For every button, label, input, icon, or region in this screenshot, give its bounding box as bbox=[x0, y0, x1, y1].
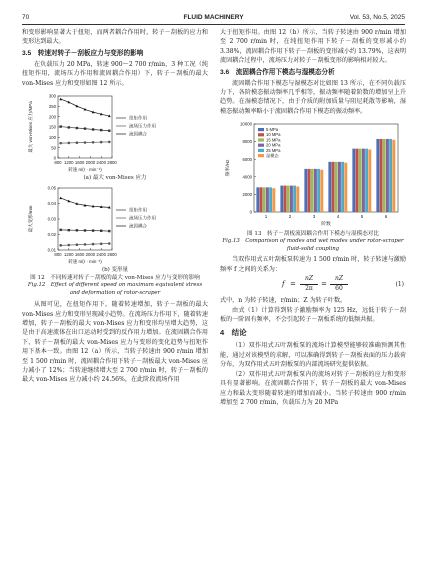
data-point bbox=[59, 142, 62, 145]
bar bbox=[260, 188, 263, 213]
bar bbox=[317, 169, 320, 212]
y-tick-label: 300 bbox=[48, 93, 56, 99]
bar bbox=[290, 186, 293, 212]
bar bbox=[272, 188, 275, 212]
x-tick-label: 2 bbox=[288, 214, 292, 220]
bar bbox=[314, 169, 317, 212]
series-line bbox=[61, 99, 110, 116]
figure-caption-cn: 图 12 不同转速对转子－刮板的最大 von-Mises 应力与变形的影响 bbox=[30, 275, 200, 282]
data-point bbox=[84, 141, 87, 144]
bar bbox=[362, 149, 365, 212]
x-tick-label: 1200 bbox=[64, 252, 74, 258]
paragraph: 在负载压力 20 MPa，转速 900～2 700 r/min，3 种工况（纯扭矩作用，流场压力作用和流固耦合作用）下，转子－刮板的最大 von-Mises 应力和变形如图 12 所示。 bbox=[22, 60, 208, 87]
chart-deformation bbox=[22, 182, 208, 266]
bar bbox=[266, 188, 269, 213]
bar bbox=[338, 162, 341, 212]
bar bbox=[344, 163, 347, 212]
legend-swatch bbox=[258, 128, 264, 131]
data-point bbox=[68, 142, 71, 145]
data-point bbox=[100, 230, 102, 232]
data-point bbox=[108, 242, 111, 245]
data-point bbox=[68, 244, 71, 247]
legend-swatch bbox=[258, 144, 264, 147]
x-tick-label: 3 bbox=[312, 214, 316, 220]
data-point bbox=[59, 197, 62, 200]
y-tick-label: 0.02 bbox=[47, 232, 56, 238]
bar bbox=[356, 149, 359, 212]
bar bbox=[287, 186, 290, 212]
bar bbox=[392, 140, 395, 212]
bar bbox=[263, 188, 266, 213]
x-tick-label: 2000 bbox=[85, 160, 96, 166]
x-tick-label: 2800 bbox=[107, 252, 117, 258]
x-axis-label: 阶数 bbox=[321, 222, 331, 228]
data-point bbox=[92, 243, 95, 246]
bar bbox=[341, 162, 344, 212]
bar bbox=[256, 188, 259, 213]
bar bbox=[365, 149, 368, 212]
x-tick-label: 2800 bbox=[107, 160, 117, 166]
y-tick-label: 50 bbox=[51, 145, 56, 151]
x-axis-label: 转速 n/(r · min⁻¹) bbox=[68, 167, 102, 173]
y-tick-label: 0.05 bbox=[47, 185, 56, 191]
data-point bbox=[84, 229, 86, 231]
bar bbox=[320, 170, 323, 212]
legend-label: 25 MPa bbox=[266, 148, 281, 154]
section-heading: 3.6 流固耦合作用下模态与湿模态分析 bbox=[220, 68, 335, 76]
data-point bbox=[60, 125, 62, 127]
journal-name: FLUID MACHINERY bbox=[183, 14, 244, 21]
y-axis-label: 最大 von-Mises 应力/MPa bbox=[28, 101, 33, 153]
page-number: 70 bbox=[22, 14, 30, 21]
x-tick-label: 6 bbox=[384, 214, 388, 220]
x-tick-label: 2400 bbox=[96, 252, 106, 258]
paragraph: 大于扭矩作用。由图 12（b）所示，当转子转速由 900 r/min 增加至 2 700 r/min 时，在纯扭矩作用下转子－刮板的变形减小约 3.38%，流固耦合作用下转子－刮板的变形减小约 13.79%，这表明流固耦合过程中，流场压力对转子－刮板变形的影响相对较大。 bbox=[220, 29, 406, 65]
legend-label: 流场压力作用 bbox=[129, 215, 156, 221]
plot-frame bbox=[58, 188, 112, 250]
section-heading: 3.5 转速对转子－刮板应力与变形的影响 bbox=[22, 49, 144, 57]
y-tick-label: 0.04 bbox=[47, 201, 56, 207]
x-axis-label: 转速 n/(r · min⁻¹) bbox=[68, 259, 102, 265]
legend-swatch bbox=[258, 154, 264, 157]
y-tick-label: 0.01 bbox=[47, 247, 56, 253]
bar bbox=[293, 186, 296, 212]
x-tick-label: 4 bbox=[336, 214, 340, 220]
running-header bbox=[22, 14, 405, 25]
x-tick-label: 1200 bbox=[64, 160, 74, 166]
left-column bbox=[22, 28, 208, 385]
data-point bbox=[108, 130, 110, 132]
bar bbox=[368, 150, 371, 212]
paragraph: 由式（1）计算得到转子激励频率为 125 Hz，远低于转子－刮板的一阶固有频率，不会引起转子－刮板系统的低频共振。 bbox=[220, 306, 406, 324]
paragraph: （1）双作用式五叶刮板泵的流场计算模型能够较准确预测其性能，通过对该模型的求解，可以准确得到转子－刮板表面的压力载荷分布，为双作用式五叶刮板泵的内部流场研究提供依据。 bbox=[220, 342, 406, 369]
subcaption-b: (b) 变形量 bbox=[101, 267, 129, 274]
bar bbox=[280, 186, 283, 212]
volume-info: Vol. 53, No.5, 2025 bbox=[349, 14, 405, 21]
paragraph: （2）双作用式五叶刮板泵内的流场对转子－刮板的应力和变形具有显著影响。在流固耦合作用下，转子－刮板的最大 von-Mises 应力和最大变形随着转速的增加而减小。当转子转速由 900 r/min 增加至 2 700 r/min，负载压力为 20 MPa bbox=[220, 370, 406, 406]
paragraph: 从图可见，在扭矩作用下，随着转速增加，转子－刮板的最大 von-Mises 应力和变形呈现减小趋势。在流场压力作用下，随着转速增加，转子－刮板的最大 von-Mises 应力和变形均呈增大趋势，这是由于高速流体在出口运动时受到的反作用力增加。在流固耦合作用下，转子－刮板的最大 von-Mises 应力与变形的变化趋势与扭矩作用下基本一致。由图 12（a）所示，当转子转速由 900 r/min 增加至 1 500 r/min 时，流固耦合作用下转子－刮板最大 von-Mises 应力减小了 12%；当转速继续增大至 2 700 r/min 时，转子－刮板的最大 von-Mises 应力减小约 24.56%，在此阶段流场作用 bbox=[22, 301, 208, 384]
x-tick-label: 1 bbox=[264, 214, 268, 220]
legend-label: 流场压力作用 bbox=[129, 123, 156, 129]
right-column bbox=[220, 28, 406, 407]
figure-caption-cn: 图 13 转子－刮板流固耦合作用下模态与湿模态对比 bbox=[247, 231, 379, 238]
y-tick-label: 10000 bbox=[240, 121, 252, 127]
bar bbox=[383, 139, 386, 212]
legend-swatch bbox=[258, 133, 264, 136]
data-point bbox=[84, 243, 87, 246]
x-tick-label: 2400 bbox=[96, 160, 106, 166]
legend-label: 扭矩作用 bbox=[129, 115, 147, 121]
paragraph: 和变形影响显著大于扭矩，而两者耦合作用时，转子－刮板的应力和变形达到最大。 bbox=[22, 29, 208, 46]
data-point bbox=[76, 229, 78, 231]
bar bbox=[386, 139, 389, 212]
y-axis-label: 最大变形/mm bbox=[28, 205, 33, 233]
paragraph: 当双作用式五叶刮板泵转速为 1 500 r/min 时，转子转速与激励频率 f 之间的关系为： bbox=[220, 256, 406, 273]
data-point bbox=[68, 229, 70, 231]
bar bbox=[269, 188, 272, 213]
data-point bbox=[92, 141, 95, 144]
data-point bbox=[68, 126, 70, 128]
y-tick-label: 8000 bbox=[242, 139, 252, 145]
subcaption-a: (a) 最大 von-Mises 应力 bbox=[83, 175, 147, 182]
data-point bbox=[59, 244, 62, 247]
bar bbox=[376, 139, 379, 212]
y-axis-label: 频率/Hz bbox=[226, 159, 231, 177]
y-tick-label: 100 bbox=[48, 134, 56, 140]
data-point bbox=[100, 243, 103, 246]
legend-label: 20 MPa bbox=[266, 142, 281, 148]
bar bbox=[335, 162, 338, 212]
figure-caption-en: Fig.13 Comparison of modes and wet modes under rotor-scraper fluid-solid coupling bbox=[222, 238, 404, 252]
x-tick-label: 2000 bbox=[85, 252, 96, 258]
legend-label: 流固耦合 bbox=[129, 131, 147, 137]
bar bbox=[284, 186, 287, 212]
y-tick-label: 250 bbox=[48, 103, 56, 109]
data-point bbox=[92, 128, 94, 130]
data-point bbox=[108, 230, 110, 232]
data-point bbox=[92, 229, 94, 231]
bar bbox=[332, 162, 335, 212]
bar bbox=[389, 139, 392, 212]
paragraph: 流固耦合作用下模态与湿模态对比如图 13 所示，在不同负载压力下，各阶模态振动频率几乎相等，振动频率随着阶数的增加呈上升趋势。在湿模态情况下，由于介质的附加质量与阻尼耗散等影响，湿模态振动频率略小于流固耦合作用下模态的振动频率。 bbox=[220, 79, 406, 115]
bar bbox=[304, 169, 307, 212]
y-tick-label: 6000 bbox=[242, 157, 252, 163]
bar bbox=[359, 149, 362, 212]
paragraph: 式中，n 为转子转速，r/min；Z 为转子叶数。 bbox=[220, 297, 347, 305]
y-tick-label: 0 bbox=[53, 155, 56, 161]
chart-stress bbox=[22, 90, 208, 174]
data-point bbox=[76, 127, 78, 129]
data-point bbox=[108, 141, 111, 144]
legend-label: 10 MPa bbox=[266, 132, 281, 138]
legend-label: 湿模态 bbox=[266, 153, 279, 159]
data-point bbox=[76, 243, 79, 246]
chart-modes bbox=[220, 118, 406, 230]
bar bbox=[380, 139, 383, 212]
x-tick-label: 1600 bbox=[74, 160, 85, 166]
section-heading: 4 结论 bbox=[220, 328, 247, 338]
bar bbox=[328, 162, 331, 212]
x-tick-label: 800 bbox=[54, 252, 62, 258]
y-tick-label: 150 bbox=[48, 124, 56, 130]
data-point bbox=[59, 98, 62, 101]
bar bbox=[352, 149, 355, 212]
x-tick-label: 1600 bbox=[74, 252, 85, 258]
data-point bbox=[100, 141, 103, 144]
y-tick-label: 200 bbox=[48, 114, 56, 120]
y-tick-label: 2000 bbox=[242, 192, 252, 198]
legend-swatch bbox=[258, 149, 264, 152]
bar bbox=[308, 169, 311, 212]
data-point bbox=[76, 141, 79, 144]
y-tick-label: 0.03 bbox=[47, 216, 56, 222]
equation-1: f = nZ 2π = nZ 60 (1) bbox=[282, 275, 404, 293]
legend-swatch bbox=[258, 139, 264, 142]
legend-label: 5 MPa bbox=[266, 127, 279, 133]
figure-caption-en: Fig.12 Effect of different speed on maximum equivalent stress and deformation of rotor-scraper bbox=[27, 282, 203, 296]
data-point bbox=[100, 129, 102, 131]
y-tick-label: 4000 bbox=[242, 174, 252, 180]
legend-label: 流固耦合 bbox=[129, 223, 147, 229]
x-tick-label: 5 bbox=[360, 214, 364, 220]
x-tick-label: 800 bbox=[54, 160, 62, 166]
legend-label: 扭矩作用 bbox=[129, 207, 147, 213]
bar bbox=[296, 187, 299, 213]
data-point bbox=[84, 127, 86, 129]
legend-label: 15 MPa bbox=[266, 137, 281, 143]
y-tick-label: 0 bbox=[249, 209, 252, 215]
bar bbox=[311, 169, 314, 212]
data-point bbox=[60, 229, 62, 231]
